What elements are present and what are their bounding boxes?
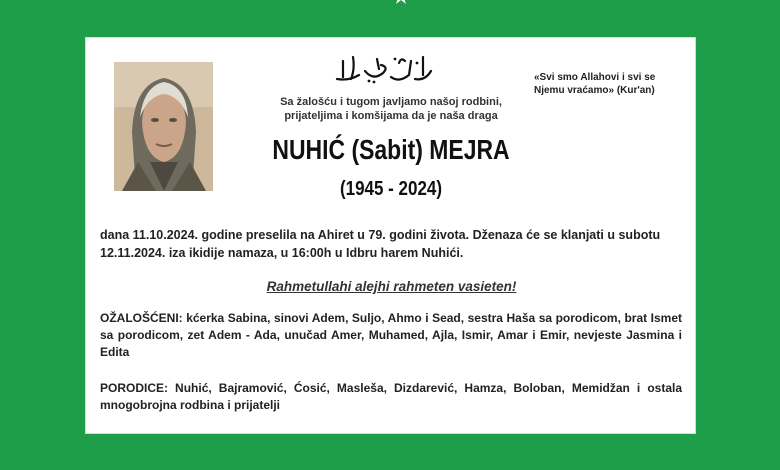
intro-line-2: prijateljima i komšijama da je naša draga — [284, 110, 498, 122]
crescent-star-icon — [364, 0, 416, 30]
quote-line-2: Njemu vraćamo» (Kur'an) — [534, 85, 655, 96]
families-list: PORODICE: Nuhić, Bajramović, Ćosić, Masleša, Dizdarević, Hamza, Boloban, Memidžan i ostala mnogobrojna rodbina i prijatelji — [100, 381, 682, 412]
prayer-text: Rahmetullahi alejhi rahmeten vasieten! — [266, 279, 517, 294]
announcement-line-1: dana 11.10.2024. godine preselila na Ahiret u 79. godini života. Dženaza će se klanjati u subotu — [100, 228, 661, 242]
arabic-calligraphy-icon — [329, 51, 439, 87]
portrait-photo — [114, 62, 213, 191]
mourners-list: OŽALOŠĆENI: kćerka Sabina, sinovi Adem, Suljo, Ahmo i Sead, sestra Haša sa porodicom, brat Ismet sa porodicom, zet Adem - Ada, unučad Amer, Muhamed, Ajla, Ismir, Amar i Emir, nevjeste Jasmina i Edita — [100, 311, 682, 359]
intro-text — [246, 95, 536, 123]
deceased-years: (1945 - 2024) — [339, 178, 443, 200]
announcement-text — [100, 226, 686, 262]
deceased-name: NUHIĆ (Sabit) MEJRA — [272, 134, 510, 165]
obituary-card — [85, 37, 696, 434]
quote-line-1: «Svi smo Allahovi i svi se — [534, 72, 656, 83]
quran-quote — [534, 71, 694, 97]
intro-line-1: Sa žalošću i tugom javljamo našoj rodbini, — [280, 96, 502, 108]
announcement-line-2: 12.11.2024. iza ikidije namaza, u 16:00h u Idbru harem Nuhići. — [100, 246, 464, 260]
